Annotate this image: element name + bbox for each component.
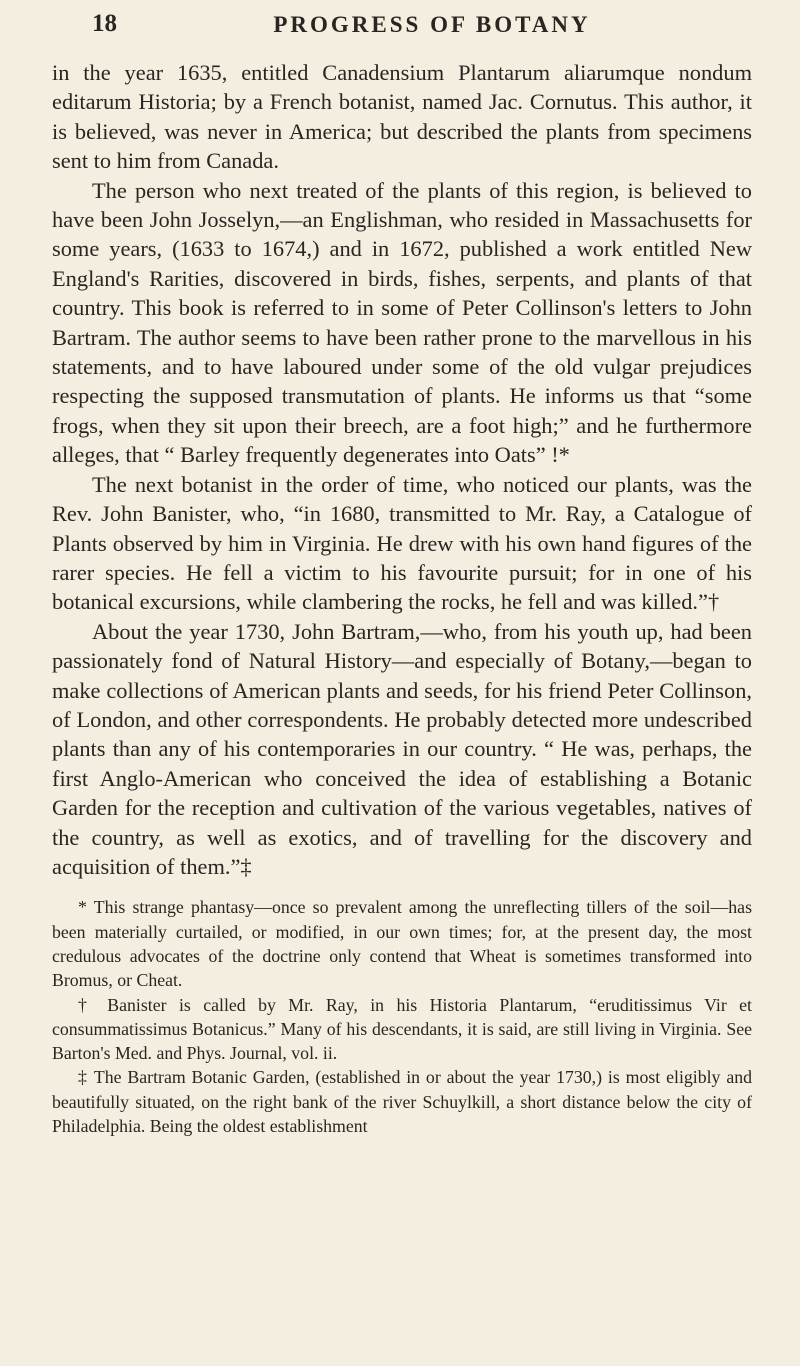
paragraph: The person who next treated of the plants of this region, is believed to have been John Josselyn,—an Englishman, who resided in Massachusetts for some years, (1633 to 1674,) and in 1672, published a work entitled New England's Rarities, discovered in birds, fishes, serpents, and plants of that country. This book is referred to in some of Peter Collinson's letters to John Bartram. The author seems to have been rather prone to the marvellous in his statements, and to have laboured under some of the old vulgar prejudices respecting the supposed transmutation of plants. He informs us that “some frogs, when they sit upon their breech, are a foot high;” and he furthermore alleges, that “ Barley frequently degenerates into Oats” !*	[52, 177, 752, 468]
page-number: 18	[92, 10, 117, 37]
page-header	[52, 0, 752, 58]
paragraph: About the year 1730, John Bartram,—who, from his youth up, had been passionately fond of Natural History—and especially of Botany,—began to make collections of American plants and seeds, for his friend Peter Collinson, of London, and other correspondents. He probably detected more undescribed plants than any of his contemporaries in our country. “ He was, perhaps, the first Anglo-American who conceived the idea of establishing a Botanic Garden for the reception and cultivation of the various vegetables, natives of the country, as well as exotics, and of travelling for the discovery and acquisition of them.”‡	[52, 618, 752, 879]
footnote: † Banister is called by Mr. Ray, in his Historia Plantarum, “eruditissimus Vir et consummatissimus Botanicus.” Many of his descendants, it is said, are still living in Virginia. See Barton's Med. and Phys. Journal, vol. ii.	[52, 994, 752, 1064]
footnote: ‡ The Bartram Botanic Garden, (established in or about the year 1730,) is most eligibly and beautifully situated, on the right bank of the river Schuylkill, a short distance below the city of Philadelphia. Being the oldest establishment	[52, 1067, 752, 1137]
paragraph: in the year 1635, entitled Canadensium Plantarum aliarumque nondum editarum Historia; by a French botanist, named Jac. Cornutus. This author, it is believed, was never in America; but described the plants from specimens sent to him from Canada.	[52, 60, 752, 174]
footnote: * This strange phantasy—once so prevalent among the unreflecting tillers of the soil—has been materially curtailed, or modified, in our own times; for, at the present day, the most credulous advocates of the doctrine only contend that Wheat is sometimes transformed into Bromus, or Cheat.	[52, 897, 752, 991]
running-title: PROGRESS OF BOTANY	[273, 12, 591, 37]
footnotes	[52, 895, 752, 1138]
paragraph: The next botanist in the order of time, who noticed our plants, was the Rev. John Banister, who, “in 1680, transmitted to Mr. Ray, a Catalogue of Plants observed by him in Virginia. He drew with his own hand figures of the rarer species. He fell a victim to his favourite pursuit; for in one of his botanical excursions, while clambering the rocks, he fell and was killed.”†	[52, 471, 752, 615]
body-text	[52, 58, 752, 881]
